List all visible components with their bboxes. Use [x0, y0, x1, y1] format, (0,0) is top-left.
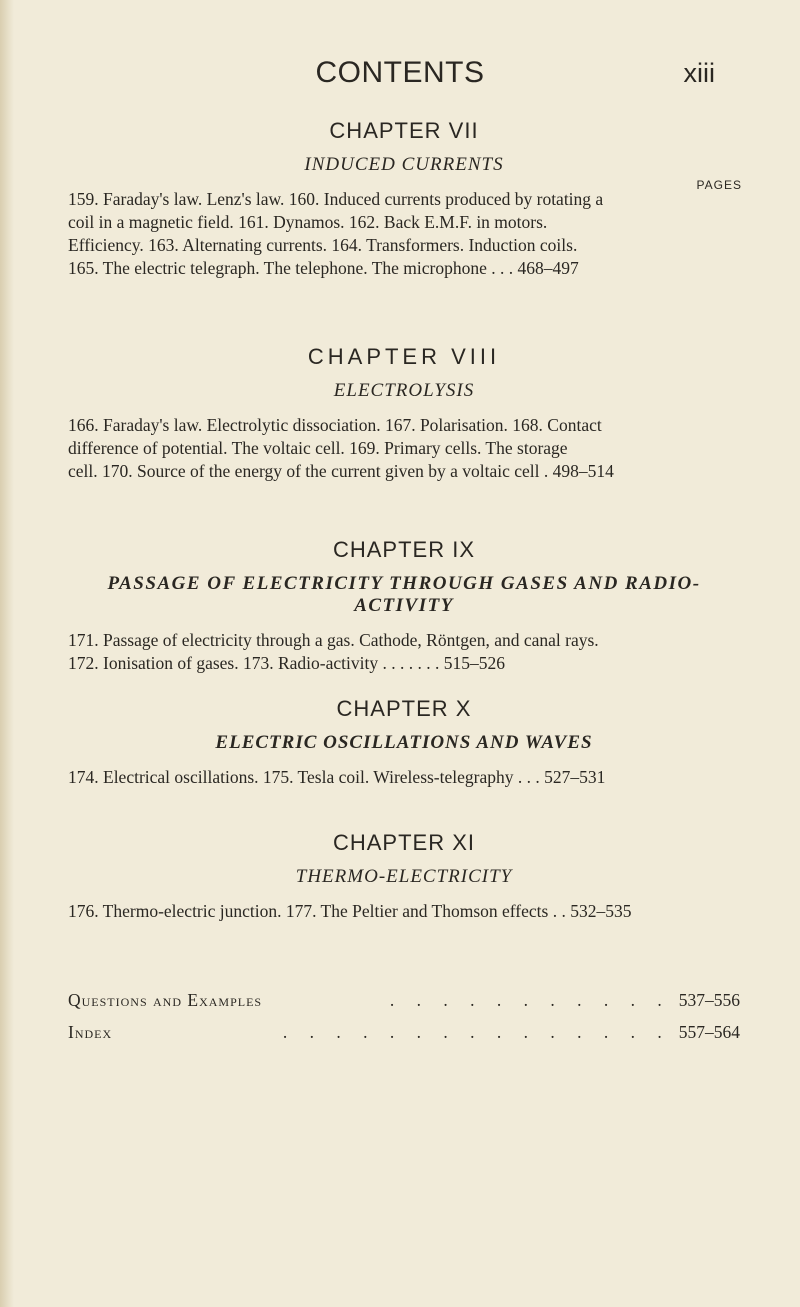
contents-line: 176. Thermo-electric junction. 177. The Peltier and Thomson effects . . 532–535 — [68, 901, 632, 921]
contents-line: 159. Faraday's law. Lenz's law. 160. Induced currents produced by rotating a — [68, 189, 604, 209]
chapter-contents — [68, 629, 740, 675]
contents-line: 172. Ionisation of gases. 173. Radio-activity . . . . . . . 515–526 — [68, 653, 505, 673]
leader-dots: . . . . . . . . . . . . . . . — [282, 1022, 671, 1042]
contents-line: Efficiency. 163. Alternating currents. 164. Transformers. Induction coils. — [68, 235, 578, 255]
chapter-xi — [68, 830, 740, 923]
chapter-ix — [68, 537, 740, 675]
leader-dots: . . . . . . . . . . . — [389, 990, 671, 1010]
entry-pages: 537–556 — [678, 990, 740, 1010]
pages-column-label: PAGES — [696, 178, 742, 192]
entry-label: Index — [68, 1022, 113, 1042]
contents-line: coil in a magnetic field. 161. Dynamos. 162. Back E.M.F. in motors. — [68, 212, 548, 232]
chapter-contents — [68, 900, 740, 923]
chapter-title: THERMO-ELECTRICITY — [295, 866, 513, 887]
page-number: xiii — [683, 58, 715, 88]
contents-line: 174. Electrical oscillations. 175. Tesla coil. Wireless-telegraphy . . . 527–531 — [68, 767, 606, 787]
contents-line: cell. 170. Source of the energy of the current given by a voltaic cell . 498–514 — [68, 461, 614, 481]
chapter-number: CHAPTER IX — [332, 537, 476, 562]
chapter-title: PASSAGE OF ELECTRICITY THROUGH GASES AND RADIO-ACTIVITY — [107, 573, 701, 616]
running-head-title: CONTENTS — [315, 56, 485, 89]
contents-line: 165. The electric telegraph. The telephone. The microphone . . . 468–497 — [68, 258, 579, 278]
chapter-x — [68, 696, 740, 789]
running-head — [0, 56, 800, 96]
chapter-number: CHAPTER XI — [332, 830, 476, 855]
index-entry — [68, 1022, 740, 1043]
chapter-title: INDUCED CURRENTS — [304, 154, 504, 175]
chapter-title: ELECTROLYSIS — [333, 380, 475, 401]
contents-line: 171. Passage of electricity through a gas. Cathode, Röntgen, and canal rays. — [68, 630, 599, 650]
entry-label: Questions and Examples — [68, 990, 263, 1010]
contents-line: difference of potential. The voltaic cell. 169. Primary cells. The storage — [68, 438, 568, 458]
chapter-number: CHAPTER X — [336, 696, 472, 721]
chapter-number: CHAPTER VII — [329, 118, 479, 143]
questions-and-examples-entry — [68, 990, 740, 1011]
chapter-viii — [68, 344, 740, 483]
chapter-number: CHAPTER VIII — [307, 344, 501, 369]
page-edge-shadow — [0, 0, 14, 1307]
contents-line: 166. Faraday's law. Electrolytic dissociation. 167. Polarisation. 168. Contact — [68, 415, 602, 435]
chapter-contents — [68, 414, 740, 483]
chapter-vii — [68, 118, 740, 280]
chapter-contents — [68, 188, 740, 280]
chapter-title: ELECTRIC OSCILLATIONS AND WAVES — [215, 732, 593, 753]
entry-pages: 557–564 — [678, 1022, 740, 1042]
chapter-contents — [68, 766, 740, 789]
